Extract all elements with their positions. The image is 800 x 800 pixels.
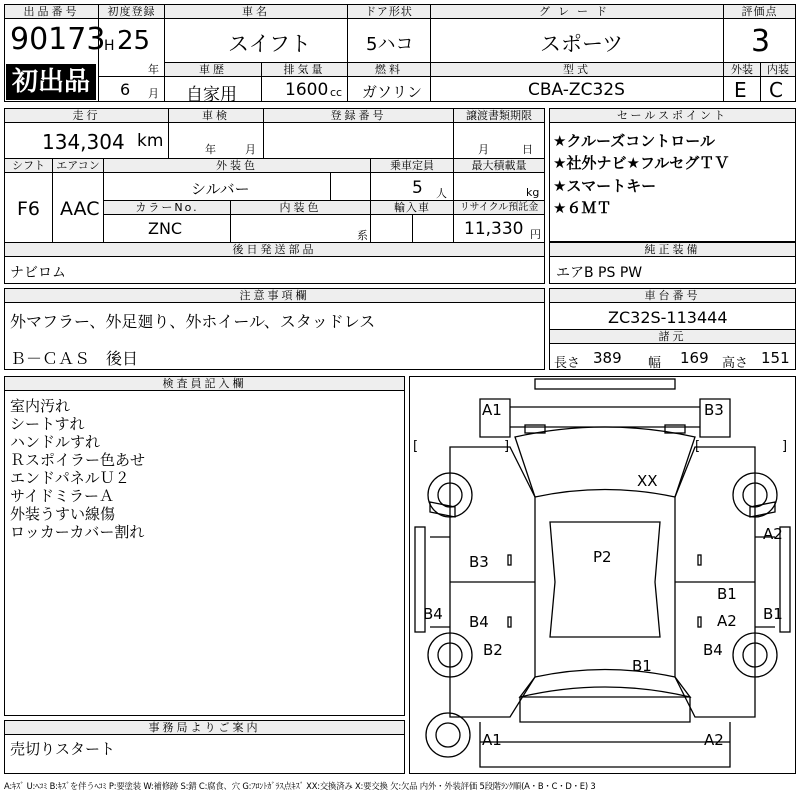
- int-label: 内装: [761, 63, 795, 77]
- notes-line: Ｂ－ＣＡＳ 後日: [10, 349, 139, 368]
- car-name: スイフト: [228, 32, 311, 56]
- damage-mark: XX: [637, 472, 658, 490]
- inspection-label: 車検: [169, 109, 263, 123]
- mileage-unit: km: [137, 131, 164, 151]
- color-no-label: カラーNo.: [104, 201, 230, 215]
- bracket: [: [413, 439, 419, 454]
- fuel: ガソリン: [362, 83, 423, 101]
- ext-color: シルバー: [191, 180, 250, 198]
- first-reg-label: 初度登録: [99, 5, 164, 19]
- max-load-unit: kg: [526, 186, 540, 199]
- wid-label: 幅: [648, 356, 662, 371]
- era: H: [104, 38, 115, 54]
- int-color-label: 内装色: [231, 201, 370, 215]
- reg-no-label: 登録番号: [264, 109, 453, 123]
- transfer-label: 譲渡書類期限: [454, 109, 544, 123]
- bracket: ]: [782, 439, 788, 454]
- mileage-label: 走行: [5, 109, 168, 123]
- chassis-label: 車台番号: [550, 289, 795, 303]
- notes-label: 注意事項欄: [5, 289, 544, 303]
- door-label: ドア形状: [348, 5, 430, 19]
- displacement-unit: cc: [330, 86, 343, 99]
- sales-item: ★社外ナビ★フルセグＴＶ: [553, 154, 730, 172]
- office-text: 売切りスタート: [10, 740, 116, 758]
- car-outline: [410, 377, 795, 773]
- office-label: 事務局よりご案内: [5, 721, 404, 735]
- sales-label: セールスポイント: [550, 109, 795, 123]
- inspector-line: 室内汚れ: [10, 397, 71, 415]
- recycle-label: リサイクル預託金: [454, 201, 544, 215]
- history-label: 車歴: [165, 63, 261, 77]
- inspection-year: 年: [205, 143, 216, 156]
- reg-year: 25: [117, 26, 151, 56]
- import-label: 輸入車: [371, 201, 453, 215]
- mileage: 134,304: [42, 130, 125, 154]
- sales-item: ★６ＭＴ: [553, 199, 612, 217]
- later-parts-label: 後日発送部品: [5, 243, 544, 257]
- later-parts: ナビロム: [10, 265, 66, 281]
- ac: AAC: [60, 198, 100, 220]
- ext-grade: E: [734, 78, 747, 102]
- damage-mark: A2: [763, 525, 783, 543]
- displacement: 1600: [285, 80, 329, 100]
- int-color-unit: 系: [357, 229, 368, 242]
- damage-mark: B2: [483, 641, 503, 659]
- reg-month: 6: [120, 80, 131, 99]
- inspector-line: 外装うすい線傷: [10, 505, 116, 523]
- dims-label: 諸元: [550, 330, 795, 344]
- hgt-label: 高さ: [722, 356, 749, 371]
- damage-mark: B3: [469, 553, 489, 571]
- color-no: ZNC: [148, 219, 183, 238]
- damage-mark: B3: [704, 401, 724, 419]
- bracket: ]: [504, 439, 510, 454]
- hgt: 151: [761, 349, 790, 367]
- door-type: 5ハコ: [366, 34, 414, 55]
- damage-mark: A1: [482, 401, 502, 419]
- damage-mark: B4: [703, 641, 723, 659]
- damage-mark: B1: [632, 657, 652, 675]
- history: 自家用: [186, 85, 237, 105]
- damage-mark: B1: [717, 585, 737, 603]
- notes-line: 外マフラー、外足廻り、外ホイール、スタッドレス: [10, 312, 376, 331]
- name-label: 車名: [165, 5, 347, 19]
- legend: A:ｷｽﾞ U:ﾍｺﾐ B:ｷｽﾞを伴うﾍｺﾐ P:要塗装 W:補修跡 S:錆 C:腐食、穴 G:ﾌﾛﾝﾄｶﾞﾗｽ点ｷｽﾞ XX:交換済み X:要交換 欠:欠品 内外・外装評価 5段階ﾗﾝｸ順(A・B・C・D・E) 3: [4, 781, 596, 791]
- wid: 169: [680, 349, 709, 367]
- model: CBA-ZC32S: [528, 80, 625, 100]
- len: 389: [593, 349, 622, 367]
- inspector-line: Ｒスポイラー色あせ: [10, 451, 146, 469]
- first-listing-badge: [6, 64, 96, 100]
- inspector-label: 検査員記入欄: [5, 377, 404, 391]
- chassis-no: ZC32S-113444: [608, 308, 728, 327]
- damage-mark: B4: [423, 605, 443, 623]
- capacity: 5: [412, 178, 423, 198]
- grade: スポーツ: [540, 32, 624, 56]
- recycle: 11,330: [464, 219, 524, 239]
- shift: F6: [17, 198, 41, 220]
- inspector-line: ロッカーカバー割れ: [10, 523, 145, 541]
- fuel-label: 燃料: [348, 63, 430, 77]
- lot-label: 出品番号: [5, 5, 98, 19]
- score-label: 評価点: [724, 5, 795, 19]
- capacity-label: 乗車定員: [371, 159, 453, 173]
- damage-mark: B1: [763, 605, 783, 623]
- inspection-month: 月: [245, 143, 256, 156]
- displacement-label: 排気量: [262, 63, 347, 77]
- score: 3: [751, 24, 771, 59]
- damage-mark: A2: [717, 612, 737, 630]
- inspector-line: ハンドルすれ: [10, 433, 101, 451]
- sales-item: ★クルーズコントロール: [553, 132, 715, 150]
- inspector-line: シートすれ: [10, 415, 85, 433]
- transfer-month: 月: [478, 143, 489, 156]
- ext-color-label: 外装色: [104, 159, 370, 173]
- capacity-unit: 人: [436, 187, 447, 200]
- first-listing-text: 初出品: [11, 67, 90, 97]
- model-label: 型式: [431, 63, 723, 77]
- int-grade: C: [769, 78, 783, 102]
- max-load-label: 最大積載量: [454, 159, 544, 173]
- len-label: 長さ: [554, 356, 581, 371]
- damage-mark: P2: [593, 548, 612, 566]
- car-diagram: [409, 376, 796, 774]
- inspector-line: サイドミラーＡ: [10, 487, 114, 505]
- ac-label: エアコン: [53, 159, 103, 173]
- equipment-value: エアB PS PW: [556, 265, 643, 281]
- grade-label: グレード: [431, 5, 723, 19]
- ext-label: 外装: [724, 63, 760, 77]
- month-unit: 月: [148, 87, 159, 100]
- shift-label: シフト: [5, 159, 52, 173]
- damage-mark: A1: [482, 731, 502, 749]
- inspector-line: エンドパネルＵ２: [10, 469, 130, 487]
- sales-item: ★スマートキー: [553, 177, 657, 195]
- bracket: [: [695, 439, 701, 454]
- year-unit: 年: [148, 63, 159, 76]
- lot-number: 90173: [10, 22, 106, 57]
- recycle-unit: 円: [530, 228, 541, 241]
- transfer-day: 日: [522, 143, 533, 156]
- damage-mark: A2: [704, 731, 724, 749]
- damage-mark: B4: [469, 613, 489, 631]
- equipment-label: 純正装備: [550, 243, 795, 257]
